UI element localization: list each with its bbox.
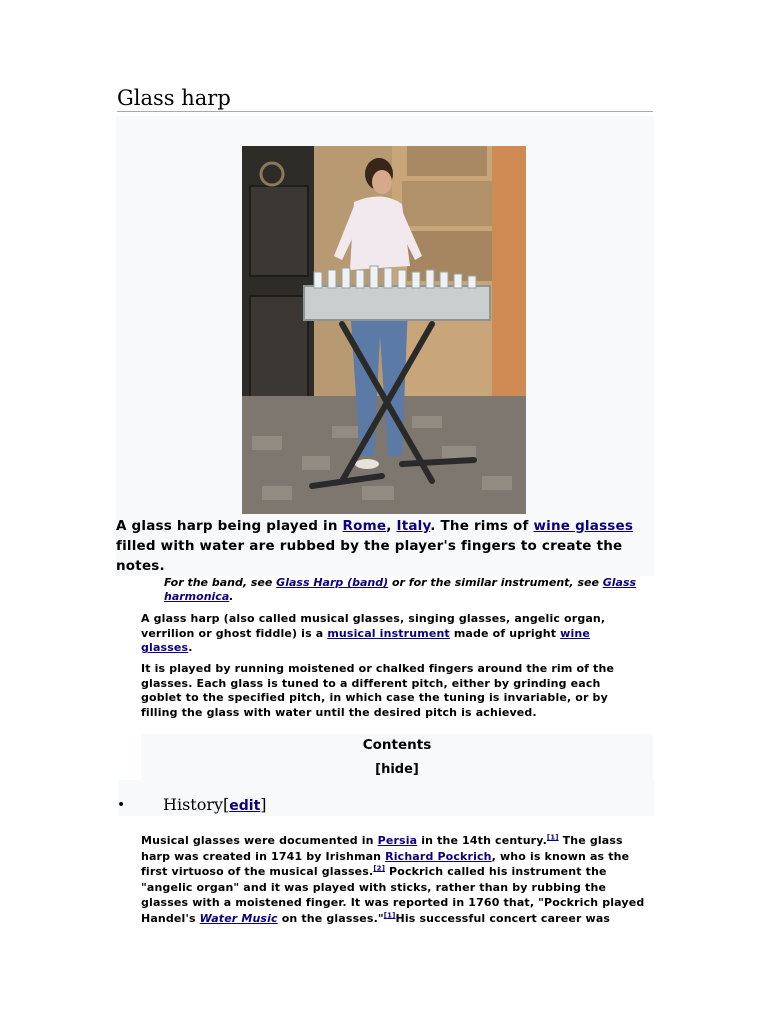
paragraph-text: on the glasses.": [277, 911, 384, 925]
paragraph-text: A glass harp (also called musical glasses, singing glasses, angelic organ, verrilion or ghost fiddle) is a: [141, 612, 606, 640]
paragraph-text: in the 14th century.: [417, 834, 547, 847]
hatnote-text: For the band, see: [164, 576, 277, 589]
ref-link[interactable]: [2]: [373, 864, 386, 873]
image-caption: [116, 516, 636, 576]
intro-paragraph: [141, 612, 645, 656]
reference-1: [547, 833, 559, 841]
toc-title: Contents: [362, 737, 432, 753]
reference-3: [384, 911, 396, 919]
link-wine-glasses[interactable]: wine glasses: [141, 626, 590, 655]
paragraph-text: Pockrich called his instrument the "angelic organ" and it was played with sticks, rather than by rubbing the glasses with a moistened finger. It was reported in 1760 that, "Pockrich played Handel's: [141, 865, 645, 925]
playing-paragraph: It is played by running moistened or chalked fingers around the rim of the glasses. Each glass is tuned to a different pitch, either by grinding each goblet to the specified pitch, in which case the tuning is invariable, or by filling the glass with water until the desired pitch is achieved.: [141, 662, 615, 720]
title-divider: [117, 111, 653, 112]
edit-bracket: ]: [260, 795, 267, 814]
toc-item-label[interactable]: History: [163, 795, 224, 814]
edit-bracket: [: [223, 795, 230, 814]
hatnote-text: or for the similar instrument, see: [388, 576, 603, 589]
link-italy[interactable]: Italy: [396, 518, 431, 534]
toc-hide-toggle[interactable]: [hide]: [375, 762, 419, 777]
link-persia[interactable]: Persia: [377, 834, 418, 847]
link-rome[interactable]: Rome: [342, 518, 387, 534]
ref-link[interactable]: [1]: [546, 833, 559, 842]
paragraph-text: His successful concert career was: [395, 911, 611, 925]
caption-text: . The rims of: [430, 518, 534, 534]
paragraph-text: made of upright: [449, 626, 561, 640]
glass-harp-photo[interactable]: [242, 146, 526, 514]
toc-bullet: •: [117, 797, 126, 813]
link-richard-pockrich[interactable]: Richard Pockrich: [385, 849, 492, 863]
caption-text: filled with water are rubbed by the player's fingers to create the notes.: [116, 538, 623, 574]
edit-link[interactable]: edit: [229, 798, 261, 814]
reference-2: [373, 864, 385, 872]
link-glass-harp-band[interactable]: Glass Harp (band): [276, 576, 389, 589]
caption-text: ,: [386, 518, 397, 534]
paragraph-text: .: [188, 641, 193, 655]
toc-item-history: [163, 795, 267, 814]
page-title: Glass harp: [117, 86, 231, 110]
ref-link[interactable]: [1]: [383, 910, 396, 919]
paragraph-text: Musical glasses were documented in: [141, 834, 378, 847]
link-wine-glasses[interactable]: wine glasses: [533, 518, 634, 534]
link-musical-instrument[interactable]: musical instrument: [327, 626, 450, 640]
history-paragraph: [141, 833, 645, 926]
link-glass-harmonica[interactable]: Glass harmonica: [164, 576, 637, 603]
link-water-music[interactable]: Water Music: [199, 911, 278, 925]
caption-text: A glass harp being played in: [116, 518, 343, 534]
paragraph-text: The glass harp was created in 1741 by Irishman: [141, 834, 623, 863]
hatnote-text: .: [229, 590, 234, 603]
hatnote: [164, 576, 654, 604]
paragraph-text: , who is known as the first virtuoso of the musical glasses.: [141, 849, 630, 878]
